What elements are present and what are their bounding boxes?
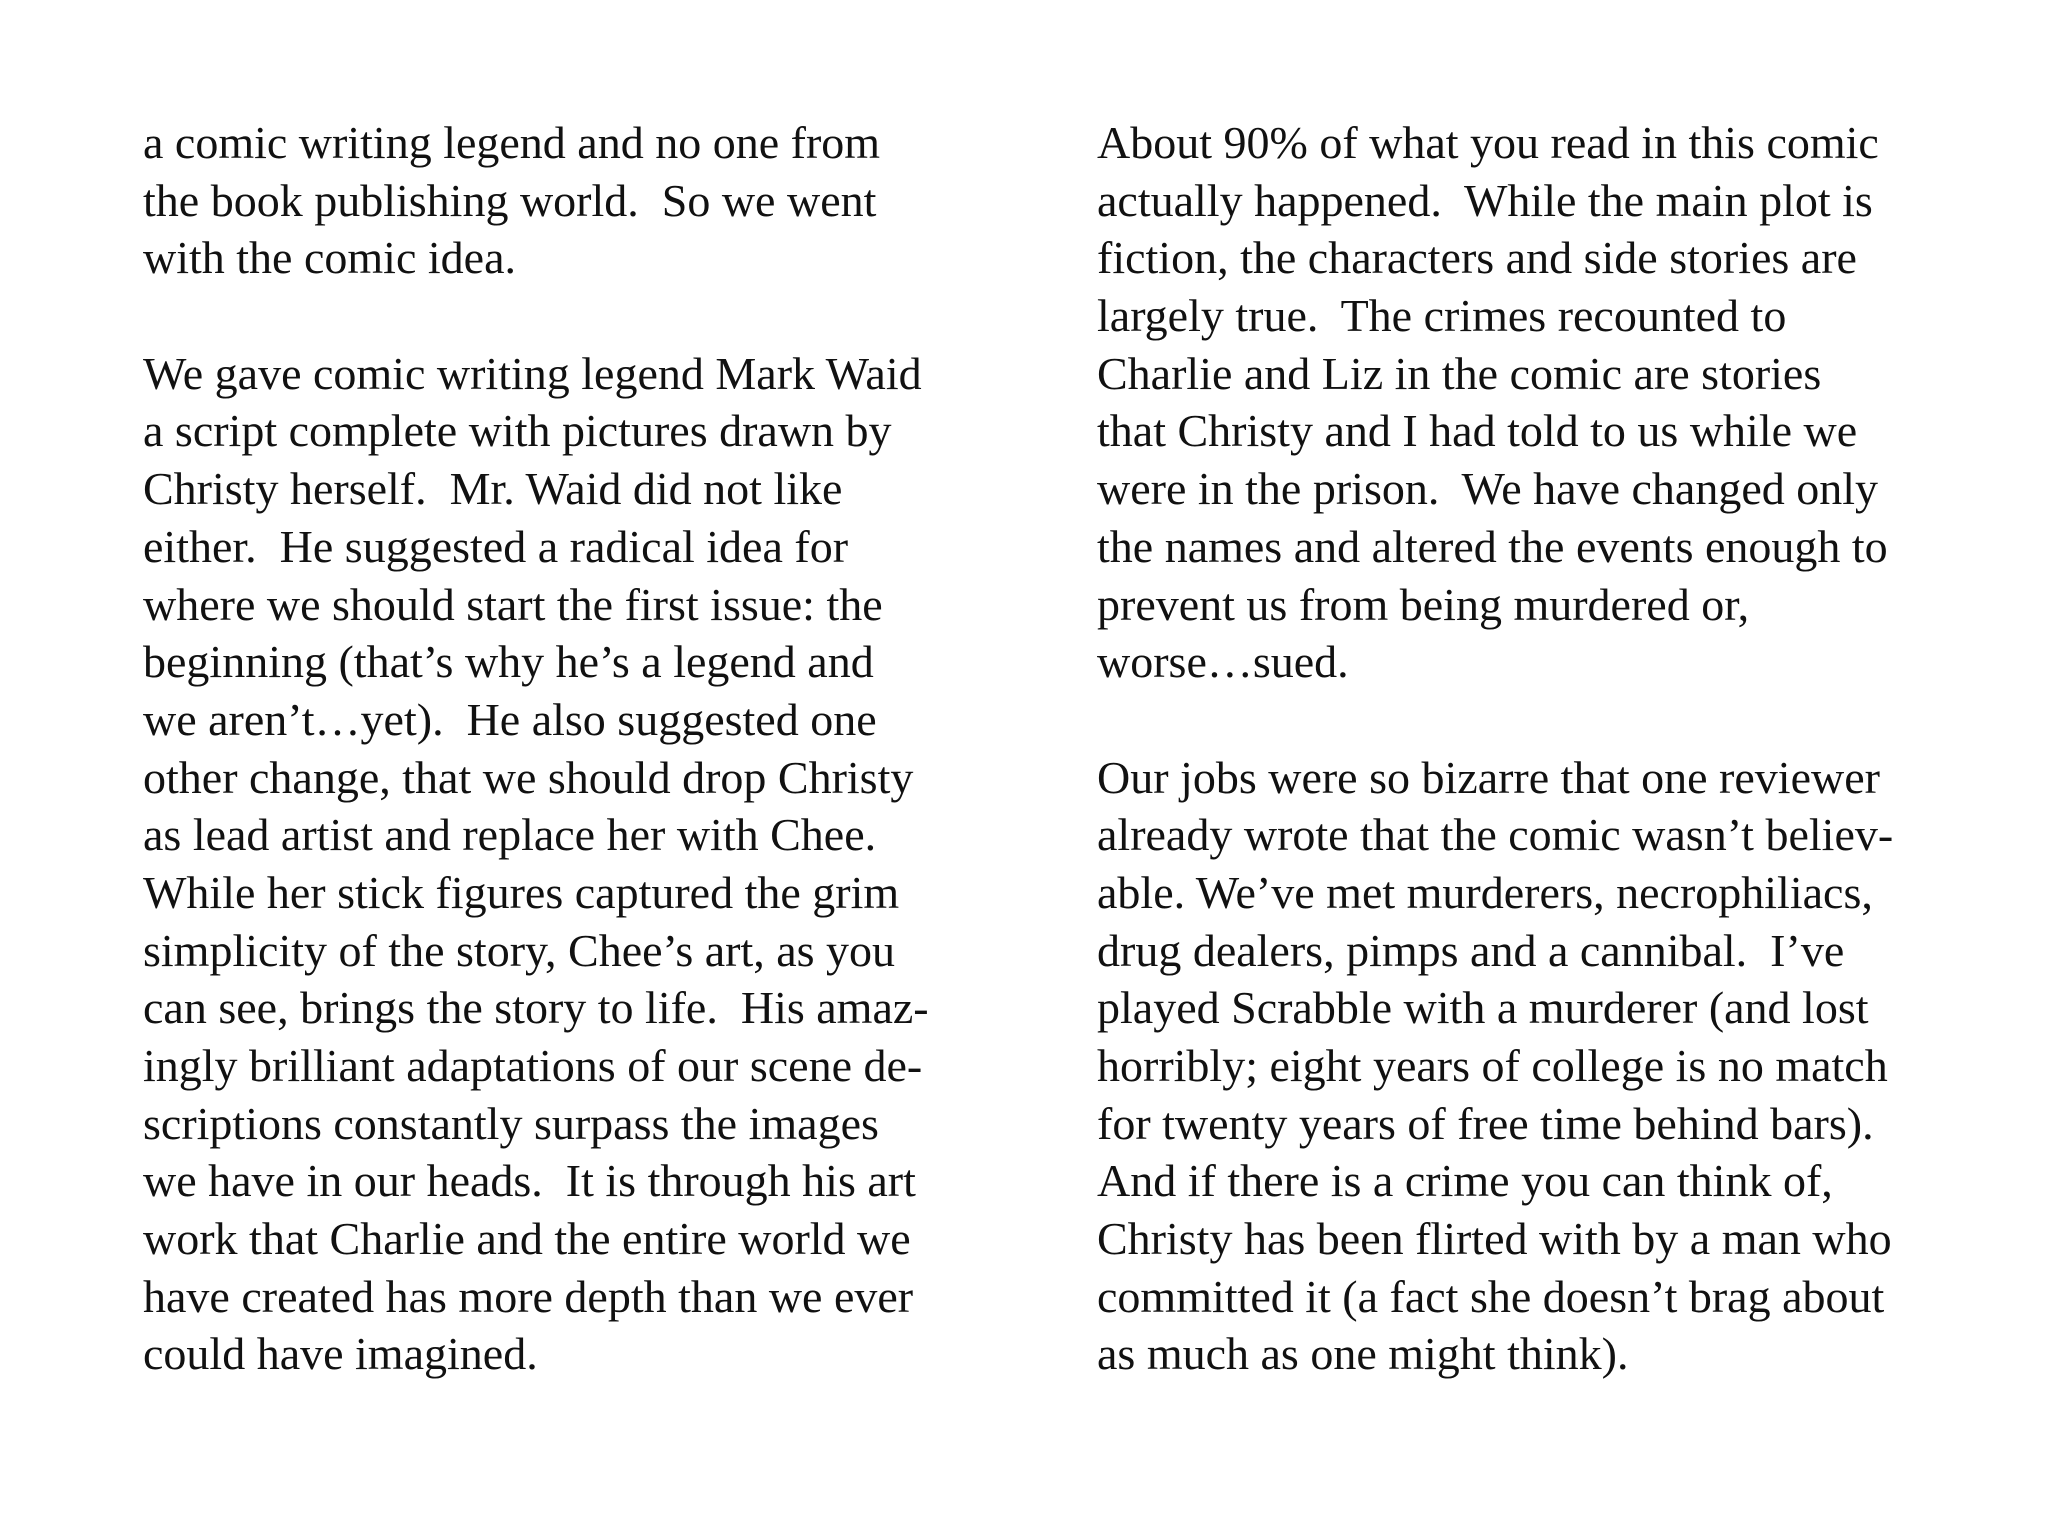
paragraph-gap [1097,691,1997,749]
paragraph [143,345,1043,1383]
text-line: largely true. The crimes recounted to [1097,290,1787,342]
text-line: other change, that we should drop Christy [143,751,914,803]
text-line: were in the prison. We have changed only [1097,463,1879,515]
text-line: as lead artist and replace her with Chee. [143,809,877,861]
text-line: Our jobs were so bizarre that one reviewer [1097,751,1880,803]
text-line: prevent us from being murdered or, [1097,578,1750,630]
text-line: And if there is a crime you can think of, [1097,1155,1833,1207]
right-column [1097,114,1997,1383]
text-line: worse…sued. [1097,636,1349,688]
text-line: could have imagined. [143,1328,538,1380]
text-line: Christy herself. Mr. Waid did not like [143,463,843,515]
text-line: scriptions constantly surpass the images [143,1097,879,1149]
text-line: drug dealers, pimps and a cannibal. I’ve [1097,924,1845,976]
text-line: a comic writing legend and no one from [143,117,881,168]
text-line: Charlie and Liz in the comic are stories [1097,347,1822,399]
text-line: we have in our heads. It is through his art [143,1155,916,1207]
text-line: work that Charlie and the entire world we [143,1213,911,1265]
text-line: where we should start the first issue: the [143,578,883,630]
text-line: we aren’t…yet). He also suggested one [143,693,877,745]
left-column [143,114,1043,1383]
paragraph [1097,114,1997,691]
text-line: the book publishing world. So we went [143,174,877,226]
text-line: the names and altered the events enough to [1097,520,1888,572]
text-line: committed it (a fact she doesn’t brag about [1097,1270,1885,1322]
paragraph-gap [143,287,1043,345]
paragraph [1097,749,1997,1384]
text-line: either. He suggested a radical idea for [143,520,849,572]
text-line: While her stick figures captured the grim [143,866,900,918]
paragraph [143,114,1043,287]
text-line: Christy has been flirted with by a man who [1097,1213,1892,1265]
text-line: horribly; eight years of college is no match [1097,1040,1888,1091]
text-line: already wrote that the comic wasn’t believ- [1097,809,1894,861]
text-line: fiction, the characters and side stories are [1097,232,1857,284]
text-line: with the comic idea. [143,232,516,284]
text-line: have created has more depth than we ever [143,1270,914,1322]
text-line: played Scrabble with a murderer (and lost [1097,982,1869,1034]
text-line: ingly brilliant adaptations of our scene de- [143,1040,923,1091]
text-line: We gave comic writing legend Mark Waid [143,347,922,399]
text-line: About 90% of what you read in this comic [1097,117,1879,168]
text-line: can see, brings the story to life. His amaz- [143,982,929,1034]
text-line: actually happened. While the main plot is [1097,174,1873,226]
text-line: beginning (that’s why he’s a legend and [143,636,874,688]
text-line: for twenty years of free time behind bars). [1097,1097,1874,1149]
text-line: a script complete with pictures drawn by [143,405,892,457]
text-line: simplicity of the story, Chee’s art, as you [143,924,896,976]
text-line: as much as one might think). [1097,1328,1629,1380]
text-line: able. We’ve met murderers, necrophiliacs, [1097,866,1873,918]
text-line: that Christy and I had told to us while we [1097,405,1858,457]
